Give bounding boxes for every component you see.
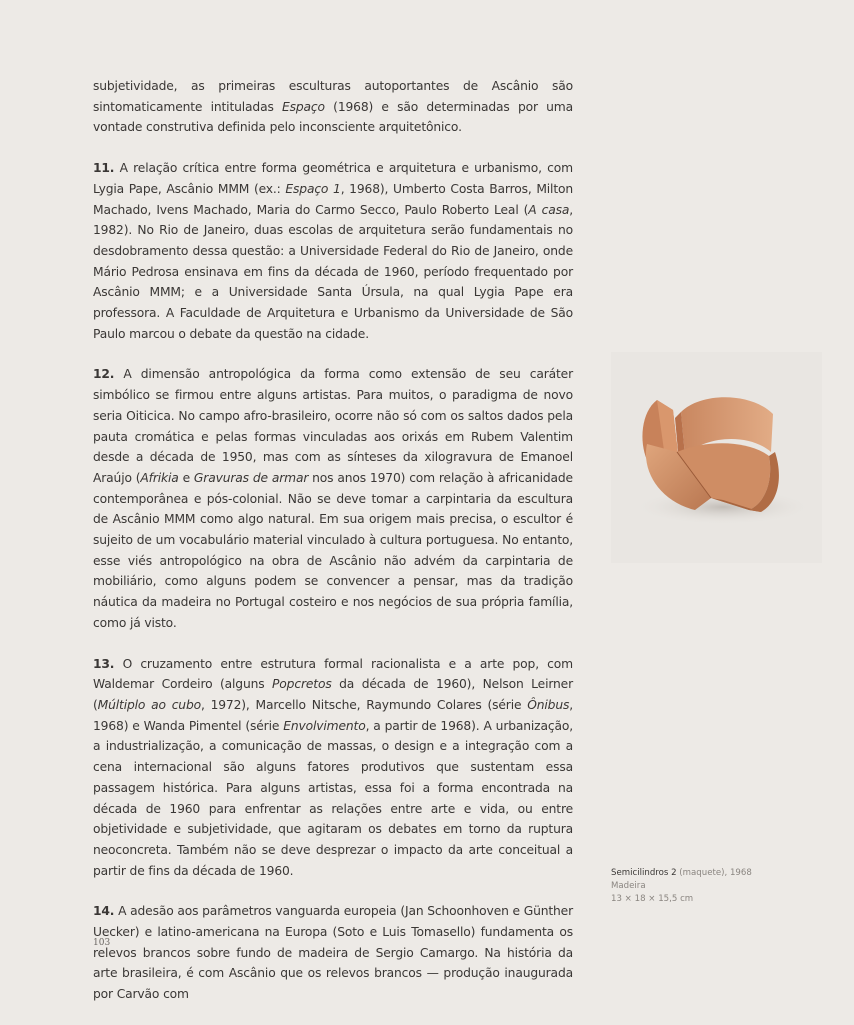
text-run: , 1972), Marcello Nitsche, Raymundo Colares (série — [200, 697, 528, 712]
italic-title: Múltiplo ao cubo — [97, 697, 201, 712]
text-run: e — [178, 470, 194, 485]
italic-title: Popcretos — [272, 677, 332, 692]
italic-title: Espaço — [282, 99, 325, 114]
paragraph-number: 13. — [93, 656, 115, 671]
paragraph-12 — [93, 364, 573, 633]
italic-title: Afrikia — [140, 470, 179, 485]
caption-title-line — [611, 867, 811, 880]
italic-title: Espaço 1 — [285, 181, 341, 196]
italic-title: Ônibus — [527, 697, 570, 712]
text-run: subjetividade, as primeiras esculturas autoportantes de Ascânio são sintomaticamente intituladas — [93, 79, 573, 114]
paragraph-14 — [93, 901, 573, 1005]
text-run: , 1968) e Wanda Pimentel (série — [93, 697, 573, 733]
sculpture-photo — [611, 352, 822, 563]
text-run: , a partir de 1968). A urbanização, a industrialização, a comunicação de massas, o design e a integração com a cena internacional são alguns fatores produtivos que sustentam essa passagem histórica. Para alguns artistas, essa foi a forma encontrada na década de 1960 para enfrentar as relações entre arte e vida, ou entre objetividade e subjetividade, que agitaram os debates em torno da ruptura neoconcreta. Também não se deve desprezar o impacto da arte conceitual a partir de fins da década de 1960. — [93, 718, 573, 878]
sculpture-illustration — [611, 352, 822, 563]
paragraph-11 — [93, 158, 573, 344]
body-text — [93, 76, 573, 1025]
italic-title: Envolvimento — [283, 718, 366, 733]
paragraph-intro — [93, 76, 573, 138]
caption-dimensions: 13 × 18 × 15,5 cm — [611, 894, 694, 904]
caption-material: Madeira — [611, 881, 646, 891]
text-run: A dimensão antropológica da forma como extensão de seu caráter simbólico se firmou entre alguns artistas. Para muitos, o paradigma de novo seria Oiticica. No campo afro-brasileiro, ocorre não só com os saltos dados pela pauta cromática e pelas formas vinculadas aos orixás em Rubem Valentim desde a década de 1950, mas com as sínteses da xilogravura de Emanoel Araújo ( — [93, 367, 573, 485]
text-run: , 1968), Umberto Costa Barros, Milton Machado, Ivens Machado, Maria do Carmo Secco, Paulo Roberto Leal ( — [93, 181, 574, 217]
caption-subtitle: (maquete), 1968 — [676, 868, 752, 878]
text-run: A adesão aos parâmetros vanguarda europeia (Jan Schoonhoven e Günther Uecker) e latino-americana na Europa (Soto e Luis Tomasello) fundamenta os relevos brancos sobre fundo de madeira de Sergio Camargo. Na história da arte brasileira, é com Ascânio que os relevos brancos — produção inaugurada por Carvão com — [93, 904, 573, 1002]
italic-title: Gravuras de armar — [193, 470, 309, 485]
figure-caption — [611, 867, 811, 906]
text-run: , 1982). No Rio de Janeiro, duas escolas de arquitetura serão fundamentais no desdobramento dessa questão: a Universidade Federal do Rio de Janeiro, onde Mário Pedrosa ensinava em fins da década de 1960, período frequentado por Ascânio MMM; e a Universidade Santa Úrsula, na qual Lygia Pape era professora. A Faculdade de Arquitetura e Urbanismo da Universidade de São Paulo marcou o debate da questão na cidade. — [93, 202, 573, 341]
paragraph-number: 11. — [93, 161, 115, 176]
caption-title: Semicilindros 2 — [611, 868, 677, 878]
text-run: A relação crítica entre forma geométrica e arquitetura e urbanismo, com Lygia Pape, Ascânio MMM (ex.: — [93, 161, 573, 196]
paragraph-number: 14. — [93, 904, 115, 919]
text-run: O cruzamento entre estrutura formal racionalista e a arte pop, com Waldemar Cordeiro (alguns — [93, 656, 573, 692]
text-run: nos anos 1970) com relação à africanidade contemporânea e pós-colonial. Não se deve tomar a carpintaria da escultura de Ascânio MMM como algo natural. Em sua origem mais precisa, o escultor é sujeito de um vocabulário material vinculado à cultura portuguesa. No entanto, esse viés antropológico na obra de Ascânio não advém da carpintaria de mobiliário, como alguns podem se convencer a pensar, mas da tradição náutica da madeira no Portugal costeiro e nos negócios de sua própria família, como já visto. — [93, 470, 573, 630]
paragraph-13 — [93, 654, 573, 882]
text-run: da década de 1960), Nelson Leirner ( — [93, 677, 573, 712]
text-run: (1968) e são determinadas por uma vontade construtiva definida pelo inconsciente arquitetônico. — [93, 99, 574, 135]
italic-title: A casa — [528, 202, 570, 217]
page-number: 103 — [93, 938, 111, 948]
paragraph-number: 12. — [93, 367, 115, 382]
